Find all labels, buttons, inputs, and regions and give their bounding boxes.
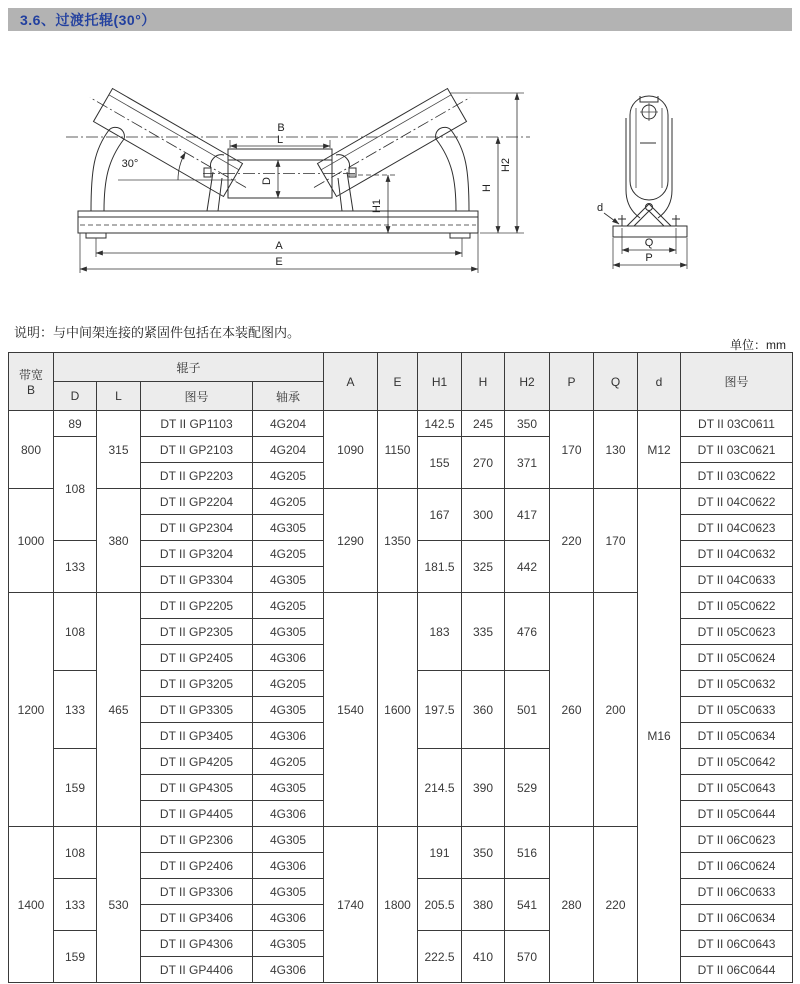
dim-label-h1: H1 bbox=[371, 198, 383, 214]
table-cell: 516 bbox=[505, 827, 550, 879]
table-cell: DT II GP3205 bbox=[141, 671, 253, 697]
table-cell: 133 bbox=[54, 879, 97, 931]
table-cell: DT II 05C0643 bbox=[681, 775, 793, 801]
table-cell: 350 bbox=[462, 827, 505, 879]
table-cell: 4G306 bbox=[253, 905, 324, 931]
dim-label-h2: H2 bbox=[500, 157, 512, 173]
front-view bbox=[66, 89, 530, 274]
table-cell: DT II 06C0623 bbox=[681, 827, 793, 853]
table-cell: 4G305 bbox=[253, 619, 324, 645]
table-cell: DT II 04C0622 bbox=[681, 489, 793, 515]
table-cell: 170 bbox=[550, 411, 594, 489]
col-header-e: E bbox=[378, 353, 418, 411]
table-cell: DT II 03C0622 bbox=[681, 463, 793, 489]
table-cell: DT II 04C0632 bbox=[681, 541, 793, 567]
table-cell: DT II GP3304 bbox=[141, 567, 253, 593]
table-cell: 4G205 bbox=[253, 541, 324, 567]
table-cell: DT II GP2103 bbox=[141, 437, 253, 463]
table-cell: 541 bbox=[505, 879, 550, 931]
table-cell: 1090 bbox=[324, 411, 378, 489]
col-header-h2: H2 bbox=[505, 353, 550, 411]
table-cell: 1200 bbox=[9, 593, 54, 827]
table-cell: 4G205 bbox=[253, 463, 324, 489]
table-cell: 1000 bbox=[9, 489, 54, 593]
table-cell: 4G306 bbox=[253, 801, 324, 827]
table-cell: DT II GP4405 bbox=[141, 801, 253, 827]
idler-assembly-drawing bbox=[0, 60, 800, 322]
table-cell: 501 bbox=[505, 671, 550, 749]
technical-drawing bbox=[0, 60, 800, 322]
table-cell: DT II GP3405 bbox=[141, 723, 253, 749]
col-header-a: A bbox=[324, 353, 378, 411]
table-cell: DT II 05C0623 bbox=[681, 619, 793, 645]
table-cell: M12 bbox=[638, 411, 681, 489]
table-cell: 1150 bbox=[378, 411, 418, 489]
table-cell: 1600 bbox=[378, 593, 418, 827]
table-cell: DT II GP2205 bbox=[141, 593, 253, 619]
table-cell: DT II 05C0634 bbox=[681, 723, 793, 749]
table-row bbox=[9, 489, 793, 515]
table-cell: 214.5 bbox=[418, 749, 462, 827]
table-cell: 133 bbox=[54, 541, 97, 593]
table-cell: DT II 06C0643 bbox=[681, 931, 793, 957]
table-cell: 167 bbox=[418, 489, 462, 541]
table-cell: 4G306 bbox=[253, 853, 324, 879]
table-cell: 570 bbox=[505, 931, 550, 983]
table-cell: DT II GP4306 bbox=[141, 931, 253, 957]
table-cell: DT II 05C0624 bbox=[681, 645, 793, 671]
table-cell: DT II 05C0642 bbox=[681, 749, 793, 775]
col-header-h: H bbox=[462, 353, 505, 411]
col-header-bandwidth-line1: 带宽 bbox=[18, 368, 43, 382]
table-cell: M16 bbox=[638, 489, 681, 983]
table-cell: DT II GP2406 bbox=[141, 853, 253, 879]
table-cell: 800 bbox=[9, 411, 54, 489]
table-cell: 350 bbox=[505, 411, 550, 437]
table-cell: 4G205 bbox=[253, 749, 324, 775]
col-header-d: d bbox=[638, 353, 681, 411]
dim-label-q: Q bbox=[644, 237, 654, 249]
table-cell: 417 bbox=[505, 489, 550, 541]
table-cell: 529 bbox=[505, 749, 550, 827]
table-cell: DT II GP3204 bbox=[141, 541, 253, 567]
table-cell: 442 bbox=[505, 541, 550, 593]
table-cell: DT II GP2304 bbox=[141, 515, 253, 541]
table-cell: DT II 04C0623 bbox=[681, 515, 793, 541]
table-cell: 159 bbox=[54, 931, 97, 983]
table-cell: DT II 05C0622 bbox=[681, 593, 793, 619]
table-cell: 476 bbox=[505, 593, 550, 671]
table-cell: 4G204 bbox=[253, 411, 324, 437]
table-cell: 197.5 bbox=[418, 671, 462, 749]
table-cell: 170 bbox=[594, 489, 638, 593]
table-cell: 325 bbox=[462, 541, 505, 593]
table-cell: 108 bbox=[54, 593, 97, 671]
table-row bbox=[9, 411, 793, 437]
table-cell: DT II GP4305 bbox=[141, 775, 253, 801]
col-header-roller-l: L bbox=[97, 382, 141, 411]
spec-table-body bbox=[9, 411, 793, 983]
table-cell: DT II GP2203 bbox=[141, 463, 253, 489]
table-cell: 159 bbox=[54, 749, 97, 827]
table-cell: 1800 bbox=[378, 827, 418, 983]
table-cell: 142.5 bbox=[418, 411, 462, 437]
table-cell: DT II GP3306 bbox=[141, 879, 253, 905]
col-header-bandwidth bbox=[9, 353, 54, 411]
table-cell: 220 bbox=[594, 827, 638, 983]
col-header-roller-group: 辊子 bbox=[54, 353, 324, 382]
col-header-p: P bbox=[550, 353, 594, 411]
col-header-roller-d: D bbox=[54, 382, 97, 411]
table-cell: 89 bbox=[54, 411, 97, 437]
table-cell: 181.5 bbox=[418, 541, 462, 593]
table-cell: DT II GP2305 bbox=[141, 619, 253, 645]
table-cell: 4G205 bbox=[253, 593, 324, 619]
table-cell: 108 bbox=[54, 827, 97, 879]
unit-label: 单位：mm bbox=[730, 338, 786, 352]
table-cell: DT II 06C0634 bbox=[681, 905, 793, 931]
side-view bbox=[597, 96, 687, 269]
assembly-note: 说明：与中间架连接的紧固件包括在本装配图内。 bbox=[14, 325, 301, 340]
table-cell: DT II 05C0632 bbox=[681, 671, 793, 697]
table-cell: 380 bbox=[97, 489, 141, 593]
table-cell: 465 bbox=[97, 593, 141, 827]
dim-label-b: B bbox=[277, 122, 285, 134]
table-cell: 245 bbox=[462, 411, 505, 437]
table-cell: 390 bbox=[462, 749, 505, 827]
page-title: 3.6、过渡托辊(30°） bbox=[20, 11, 156, 28]
table-cell: DT II 05C0633 bbox=[681, 697, 793, 723]
dim-label-p: P bbox=[645, 252, 653, 264]
col-header-h1: H1 bbox=[418, 353, 462, 411]
table-cell: 222.5 bbox=[418, 931, 462, 983]
table-cell: 4G305 bbox=[253, 931, 324, 957]
col-header-roller-drawing-no: 图号 bbox=[141, 382, 253, 411]
table-cell: 4G205 bbox=[253, 671, 324, 697]
table-cell: 4G306 bbox=[253, 957, 324, 983]
table-cell: 191 bbox=[418, 827, 462, 879]
table-cell: 200 bbox=[594, 593, 638, 827]
table-cell: 380 bbox=[462, 879, 505, 931]
table-cell: 220 bbox=[550, 489, 594, 593]
table-cell: DT II 03C0611 bbox=[681, 411, 793, 437]
table-cell: 280 bbox=[550, 827, 594, 983]
col-header-assembly-no: 图号 bbox=[681, 353, 793, 411]
table-cell: DT II GP4406 bbox=[141, 957, 253, 983]
table-cell: 1740 bbox=[324, 827, 378, 983]
table-cell: 270 bbox=[462, 437, 505, 489]
col-header-roller-bearing: 轴承 bbox=[253, 382, 324, 411]
table-cell: 4G305 bbox=[253, 567, 324, 593]
table-cell: 108 bbox=[54, 437, 97, 541]
table-cell: DT II 06C0633 bbox=[681, 879, 793, 905]
table-cell: 133 bbox=[54, 671, 97, 749]
spec-table bbox=[8, 352, 793, 983]
table-cell: 155 bbox=[418, 437, 462, 489]
col-header-q: Q bbox=[594, 353, 638, 411]
table-cell: 4G306 bbox=[253, 723, 324, 749]
table-cell: DT II GP3305 bbox=[141, 697, 253, 723]
table-cell: 260 bbox=[550, 593, 594, 827]
table-cell: 300 bbox=[462, 489, 505, 541]
dim-label-angle: 30° bbox=[121, 158, 139, 170]
table-cell: DT II GP2204 bbox=[141, 489, 253, 515]
table-cell: 1290 bbox=[324, 489, 378, 593]
spec-table-header bbox=[9, 353, 793, 411]
table-cell: 4G204 bbox=[253, 437, 324, 463]
table-cell: DT II 06C0624 bbox=[681, 853, 793, 879]
dim-label-d-diameter: D bbox=[261, 177, 273, 185]
table-cell: DT II GP1103 bbox=[141, 411, 253, 437]
table-cell: DT II 05C0644 bbox=[681, 801, 793, 827]
dim-label-a: A bbox=[275, 240, 283, 252]
table-cell: DT II GP2306 bbox=[141, 827, 253, 853]
section-title-bar bbox=[8, 8, 792, 31]
table-cell: 4G305 bbox=[253, 879, 324, 905]
table-cell: 1540 bbox=[324, 593, 378, 827]
table-cell: DT II GP3406 bbox=[141, 905, 253, 931]
table-cell: 360 bbox=[462, 671, 505, 749]
table-cell: 4G305 bbox=[253, 515, 324, 541]
table-cell: 530 bbox=[97, 827, 141, 983]
table-cell: 4G305 bbox=[253, 775, 324, 801]
table-cell: 371 bbox=[505, 437, 550, 489]
table-cell: 315 bbox=[97, 411, 141, 489]
table-cell: 130 bbox=[594, 411, 638, 489]
table-cell: 4G306 bbox=[253, 645, 324, 671]
table-cell: 410 bbox=[462, 931, 505, 983]
table-cell: 4G305 bbox=[253, 697, 324, 723]
dim-label-d-bolt: d bbox=[596, 202, 604, 214]
dim-label-e: E bbox=[275, 256, 283, 268]
dim-label-l: L bbox=[276, 134, 284, 146]
table-cell: DT II GP4205 bbox=[141, 749, 253, 775]
col-header-bandwidth-line2: B bbox=[26, 383, 35, 397]
table-cell: 183 bbox=[418, 593, 462, 671]
table-cell: 205.5 bbox=[418, 879, 462, 931]
table-cell: 1400 bbox=[9, 827, 54, 983]
table-cell: 335 bbox=[462, 593, 505, 671]
table-cell: 4G205 bbox=[253, 489, 324, 515]
dim-label-h: H bbox=[481, 184, 493, 192]
table-cell: DT II 03C0621 bbox=[681, 437, 793, 463]
table-cell: DT II GP2405 bbox=[141, 645, 253, 671]
table-cell: 1350 bbox=[378, 489, 418, 593]
table-cell: DT II 04C0633 bbox=[681, 567, 793, 593]
table-cell: DT II 06C0644 bbox=[681, 957, 793, 983]
table-cell: 4G305 bbox=[253, 827, 324, 853]
